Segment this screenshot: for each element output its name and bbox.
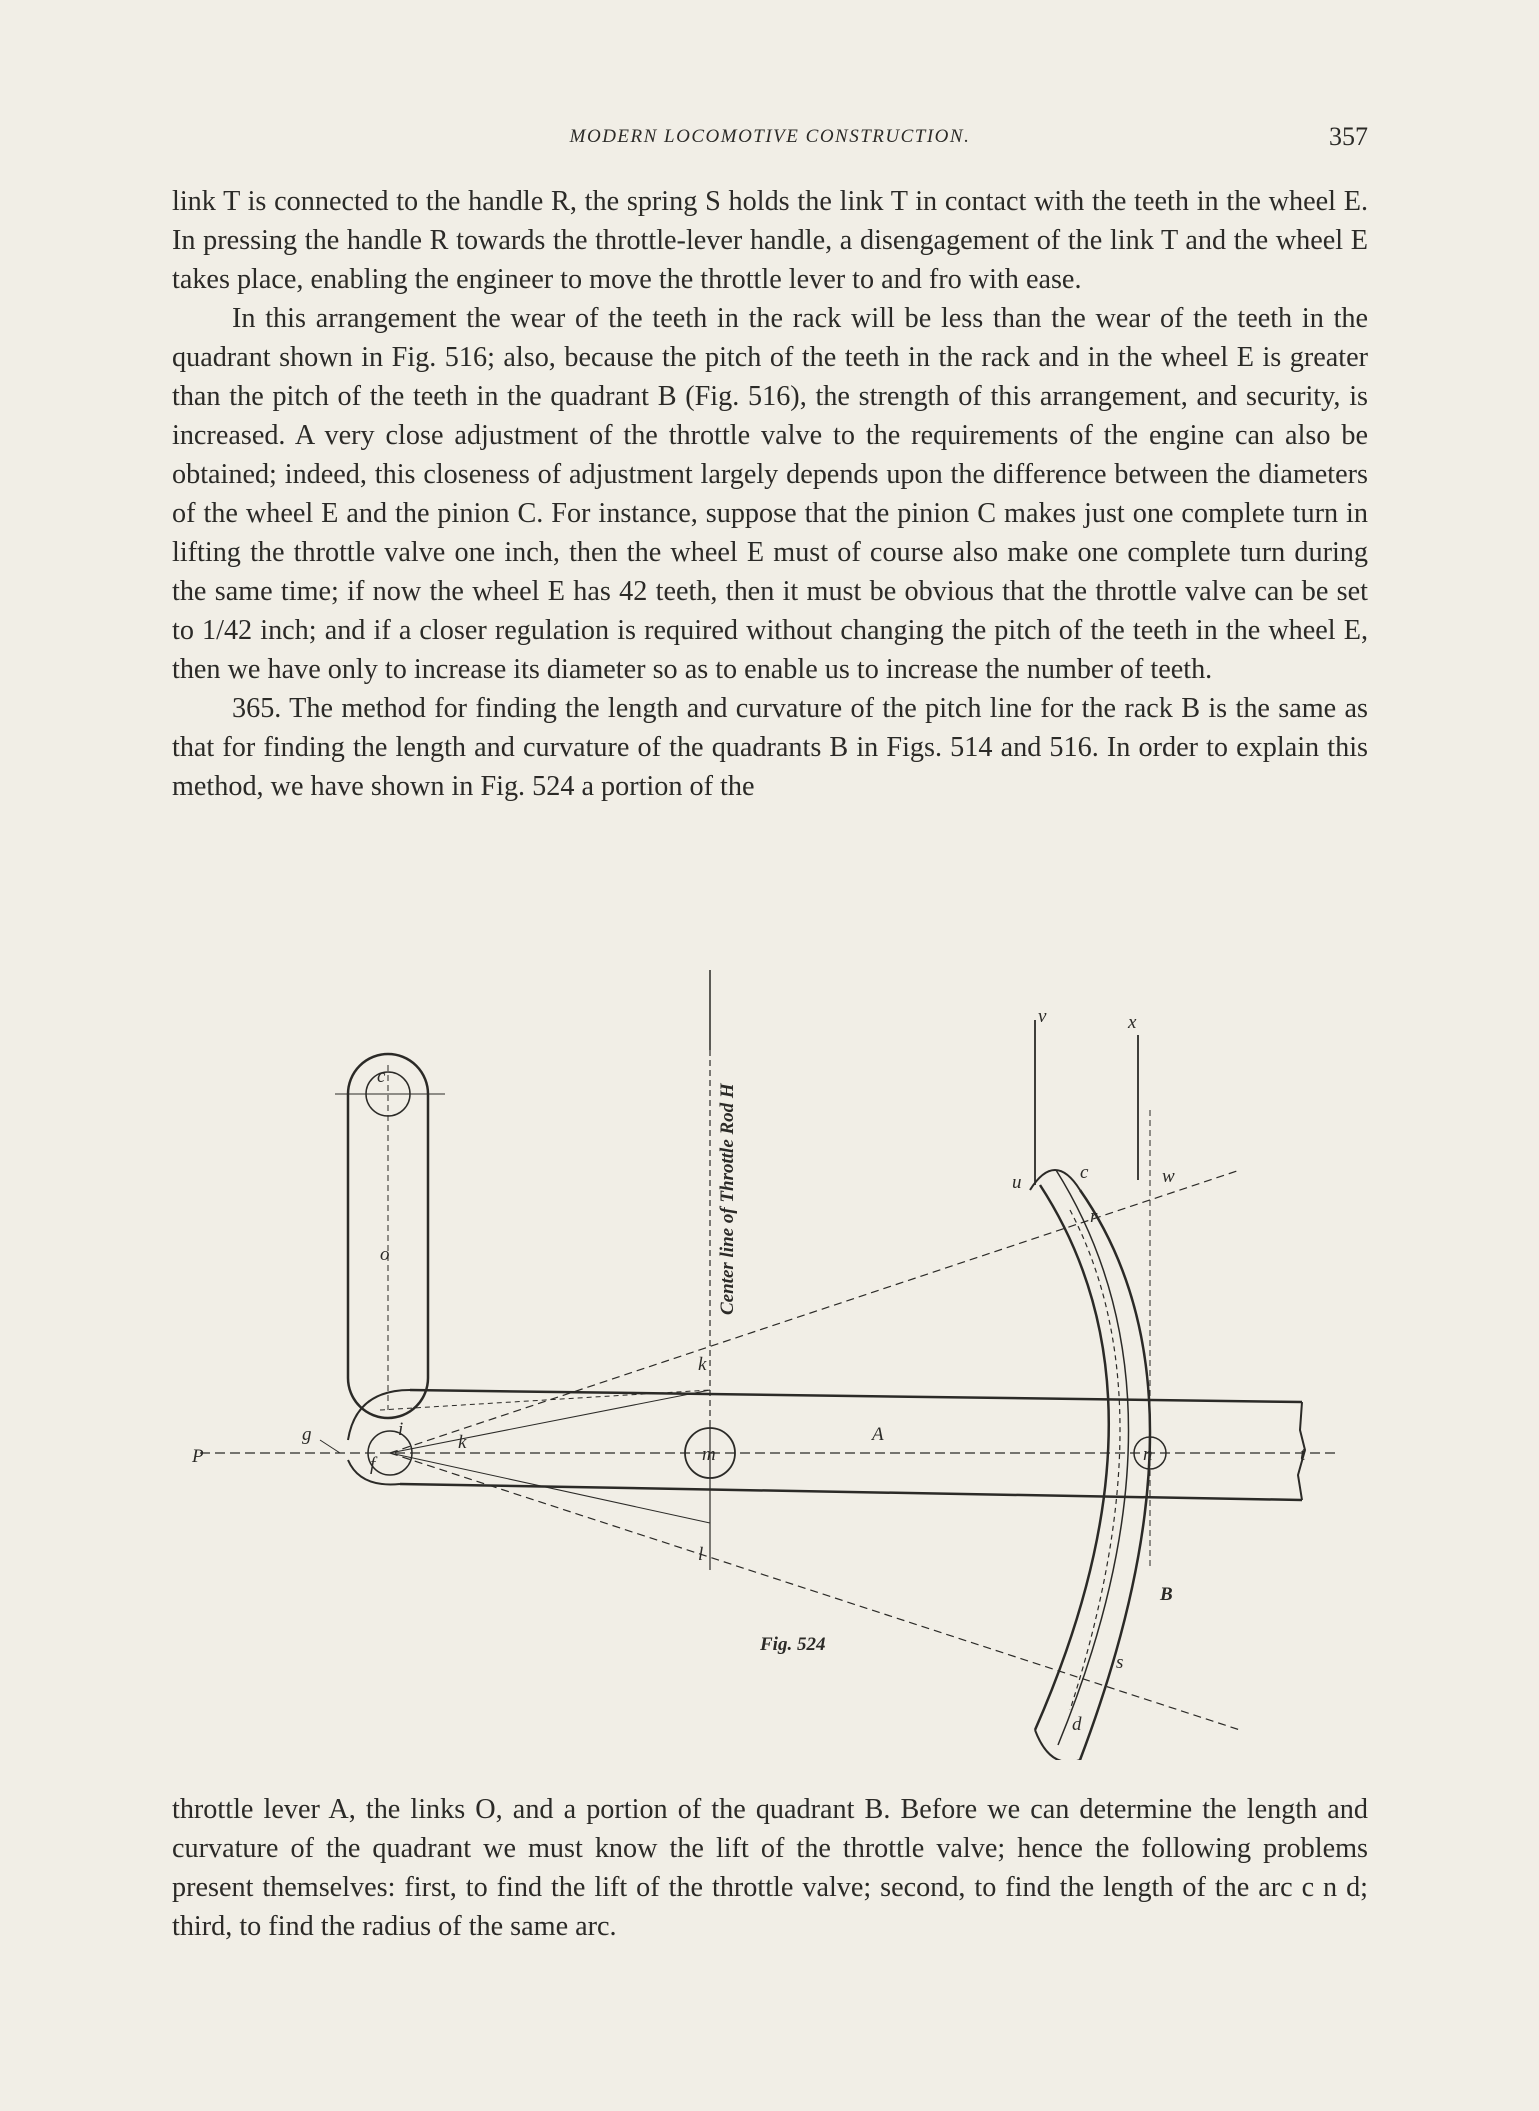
label-P: P — [192, 1446, 204, 1467]
label-o: o — [380, 1244, 390, 1265]
label-k-lower: k — [458, 1432, 467, 1453]
label-c-quadrant: c — [1080, 1162, 1089, 1183]
paragraph: In this arrangement the wear of the teeth in the rack will be less than the wear of the teeth in the quadrant shown in Fig. 516; also, because the pitch of the teeth in the rack and in the wheel E is greater than the pitch of the teeth in the quadrant B (Fig. 516), the strength of this arrangement, and security, is increased. A very close adjustment of the throttle valve to the requirements of the engine can also be obtained; indeed, this closeness of adjustment largely depends upon the difference between the diameters of the wheel E and the pinion C. For instance, suppose that the pinion C makes just one complete turn in lifting the throttle valve one inch, then the wheel E must of course also make one complete turn during the same time; if now the wheel E has 42 teeth, then it must be obvious that the throttle valve can be set to 1/42 inch; and if a closer regulation is required without changing the pitch of the teeth in the wheel E, then we have only to increase its diameter so as to enable us to increase the number of teeth. — [172, 303, 1368, 685]
body-text-top — [172, 182, 1368, 806]
label-s: s — [1116, 1652, 1124, 1673]
label-u: u — [1012, 1172, 1022, 1193]
label-w: w — [1162, 1166, 1175, 1187]
page-header — [172, 122, 1368, 162]
paragraph: throttle lever A, the links O, and a portion of the quadrant B. Before we can determine the length and curvature of the quadrant we must know the lift of the throttle valve; hence the following problems present themselves: first, to find the lift of the throttle valve; second, to find the length of the arc c n d; third, to find the radius of the same arc. — [172, 1794, 1368, 1942]
paragraph: 365. The method for finding the length and curvature of the pitch line for the rack B is the same as that for finding the length and curvature of the quadrants B in Figs. 514 and 516. In order to explain this method, we have shown in Fig. 524 a portion of the — [172, 693, 1368, 802]
label-l: l — [698, 1544, 704, 1565]
label-i: i — [398, 1419, 404, 1440]
label-x: x — [1128, 1012, 1137, 1033]
label-n: n — [1143, 1444, 1153, 1465]
line-f-k — [390, 1390, 710, 1453]
running-head: MODERN LOCOMOTIVE CONSTRUCTION. — [569, 126, 971, 147]
construction-line-upper — [390, 1170, 1240, 1453]
label-g: g — [302, 1424, 312, 1445]
quadrant-top-cap — [1030, 1170, 1080, 1190]
label-m: m — [702, 1444, 716, 1465]
paragraph: link T is connected to the handle R, the spring S holds the link T in contact with the teeth in the wheel E. In pressing the handle R towards the throttle-lever handle, a disengagement of the link T and the wheel E takes place, enabling the engineer to move the throttle lever to and fro with ease. — [172, 186, 1368, 295]
figure-caption: Fig. 524 — [760, 1634, 826, 1655]
page-number: 357 — [1329, 122, 1368, 151]
lever-lower-edge — [400, 1484, 1302, 1500]
throttle-lever-diagram — [180, 970, 1360, 1760]
label-B: B — [1160, 1584, 1173, 1605]
label-c: c — [377, 1066, 386, 1087]
pitch-arc-inner — [1070, 1210, 1120, 1710]
construction-line-lower — [390, 1453, 1240, 1730]
label-v: v — [1038, 1006, 1047, 1027]
body-text-bottom — [172, 1790, 1368, 1946]
leader-g — [320, 1440, 340, 1453]
label-t: t — [1300, 1444, 1306, 1465]
quadrant-inner — [1035, 1185, 1109, 1730]
label-r: r — [1090, 1206, 1098, 1227]
figure-524 — [180, 970, 1360, 1760]
center-line-label: Center line of Throttle Rod H — [717, 1083, 738, 1315]
label-f: f — [370, 1454, 376, 1475]
label-k-upper: k — [698, 1354, 707, 1375]
label-d: d — [1072, 1714, 1082, 1735]
label-A: A — [872, 1424, 884, 1445]
quadrant-outer — [1080, 1190, 1150, 1760]
